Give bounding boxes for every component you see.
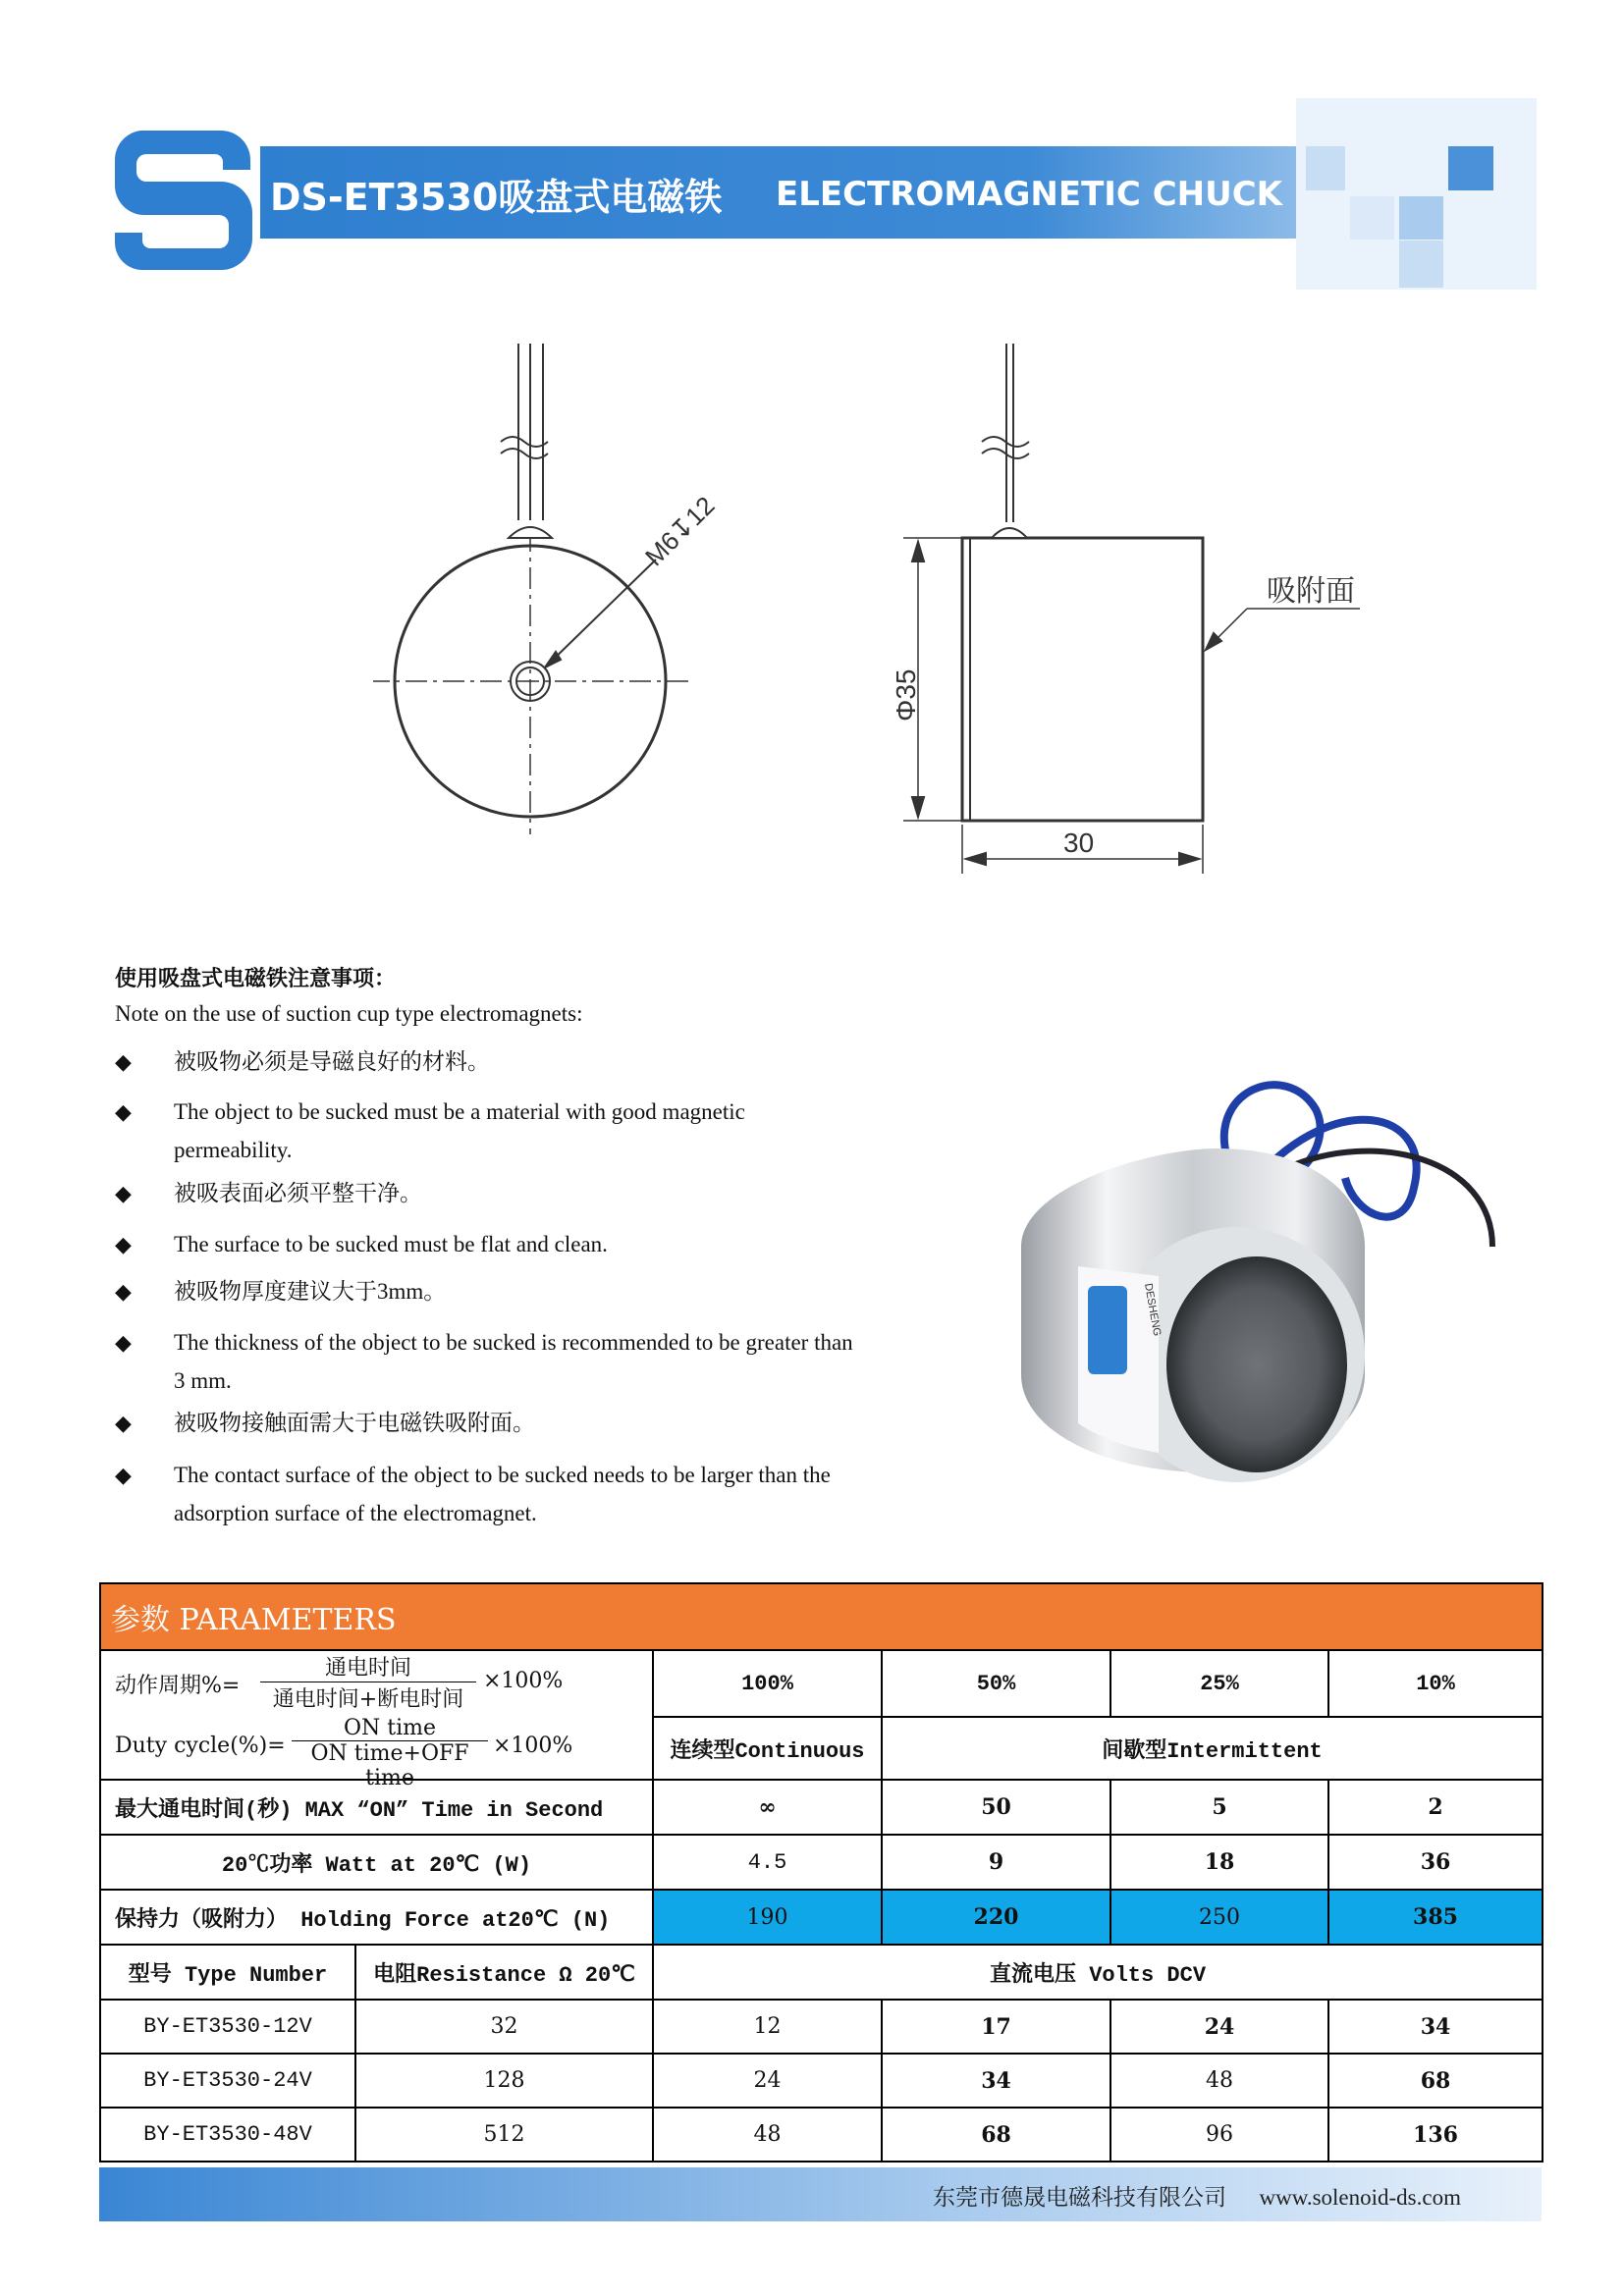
note-item: ◆ The object to be sucked must be a material with good magnetic permeability. — [115, 1093, 861, 1169]
model-volt: 12 — [653, 2000, 882, 2054]
table-row — [100, 2000, 1543, 2054]
duty-value: 50% — [882, 1650, 1110, 1717]
parameters-table — [99, 1582, 1543, 2163]
model-volt: 96 — [1110, 2108, 1328, 2162]
intermittent-label: 间歇型Intermittent — [882, 1717, 1543, 1780]
note-item: ◆ 被吸物接触面需大于电磁铁吸附面。 — [115, 1404, 861, 1442]
watt-value: 18 — [1110, 1835, 1328, 1890]
note-item: ◆ 被吸物厚度建议大于3mm。 — [115, 1272, 861, 1310]
model-resistance: 512 — [355, 2108, 653, 2162]
diameter-label: Φ35 — [891, 668, 921, 721]
note-item: ◆ The surface to be sucked must be flat and clean. — [115, 1225, 861, 1263]
model-volt: 48 — [1110, 2054, 1328, 2108]
bullet-icon: ◆ — [115, 1232, 132, 1256]
bullet-icon: ◆ — [115, 1279, 132, 1304]
holding-force-value: 250 — [1110, 1890, 1328, 1945]
side-view — [903, 344, 1360, 874]
company-name: 东莞市德晟电磁科技有限公司 — [933, 2185, 1226, 2210]
model-name: BY-ET3530-12V — [100, 2000, 355, 2054]
continuous-label: 连续型Continuous — [653, 1717, 882, 1780]
bullet-icon: ◆ — [115, 1411, 132, 1435]
duty-value: 100% — [653, 1650, 882, 1717]
watt-value: 9 — [882, 1835, 1110, 1890]
model-name: BY-ET3530-24V — [100, 2054, 355, 2108]
watt-value: 4.5 — [653, 1835, 882, 1890]
model-volt: 136 — [1328, 2108, 1543, 2162]
model-volt: 24 — [653, 2054, 882, 2108]
product-label-text: DESHENG — [1142, 1282, 1164, 1338]
header-subtitle: ELECTROMAGNETIC CHUCK — [776, 175, 1283, 214]
notes-subtitle: Note on the use of suction cup type electromagnets: — [115, 1001, 583, 1026]
model-volt: 48 — [653, 2108, 882, 2162]
duty-value: 25% — [1110, 1650, 1328, 1717]
model-volt: 34 — [1328, 2000, 1543, 2054]
model-volt: 68 — [882, 2108, 1110, 2162]
watt-value: 36 — [1328, 1835, 1543, 1890]
max-on-value: 5 — [1110, 1780, 1328, 1835]
resistance-label: 电阻Resistance Ω 20℃ — [355, 1945, 653, 2000]
bullet-icon: ◆ — [115, 1099, 132, 1124]
model-volt: 24 — [1110, 2000, 1328, 2054]
table-row — [100, 2054, 1543, 2108]
product-photo — [962, 1050, 1532, 1512]
length-label: 30 — [1063, 828, 1095, 858]
bullet-icon: ◆ — [115, 1463, 132, 1487]
type-number-label: 型号 Type Number — [100, 1945, 355, 2000]
max-on-value: 50 — [882, 1780, 1110, 1835]
holding-force-value: 385 — [1328, 1890, 1543, 1945]
model-volt: 68 — [1328, 2054, 1543, 2108]
max-on-value: ∞ — [653, 1780, 882, 1835]
note-item: ◆ 被吸表面必须平整干净。 — [115, 1174, 861, 1212]
holding-force-value: 220 — [882, 1890, 1110, 1945]
website-link[interactable]: www.solenoid-ds.com — [1259, 2185, 1461, 2210]
technical-drawing — [373, 334, 1394, 883]
watt-label: 20℃功率 Watt at 20℃ (W) — [100, 1835, 653, 1890]
notes-title: 使用吸盘式电磁铁注意事项： — [115, 967, 397, 991]
max-on-value: 2 — [1328, 1780, 1543, 1835]
note-item: ◆ 被吸物必须是导磁良好的材料。 — [115, 1042, 861, 1081]
table-row — [100, 2108, 1543, 2162]
bullet-icon: ◆ — [115, 1181, 132, 1205]
bullet-icon: ◆ — [115, 1049, 132, 1074]
footer-text — [933, 2179, 1461, 2212]
model-name: BY-ET3530-48V — [100, 2108, 355, 2162]
duty-value: 10% — [1328, 1650, 1543, 1717]
model-volt: 34 — [882, 2054, 1110, 2108]
table-header: 参数 PARAMETERS — [100, 1583, 1543, 1650]
note-item: ◆ The contact surface of the object to be sucked needs to be larger than the adsorption surface of the electromagnet. — [115, 1456, 861, 1532]
front-view — [373, 344, 692, 834]
logo-icon — [113, 131, 255, 271]
duty-cycle-formula: 动作周期%= 通电时间 通电时间+断电时间 ×100% Duty cycle(%)= ON time ON time+OFF time ×100% — [100, 1650, 653, 1780]
model-volt: 17 — [882, 2000, 1110, 2054]
holding-force-label: 保持力（吸附力） Holding Force at20℃ (N) — [100, 1890, 653, 1945]
header-title: DS-ET3530吸盘式电磁铁 — [270, 176, 723, 219]
surface-label: 吸附面 — [1267, 574, 1355, 609]
voltage-label: 直流电压 Volts DCV — [653, 1945, 1543, 2000]
thread-label: M6↧12 — [639, 490, 721, 572]
bullet-icon: ◆ — [115, 1330, 132, 1355]
model-resistance: 128 — [355, 2054, 653, 2108]
note-item: ◆ The thickness of the object to be sucked is recommended to be greater than 3 mm. — [115, 1323, 861, 1400]
max-on-label: 最大通电时间(秒) MAX “ON” Time in Second — [100, 1780, 653, 1835]
holding-force-value: 190 — [653, 1890, 882, 1945]
model-resistance: 32 — [355, 2000, 653, 2054]
